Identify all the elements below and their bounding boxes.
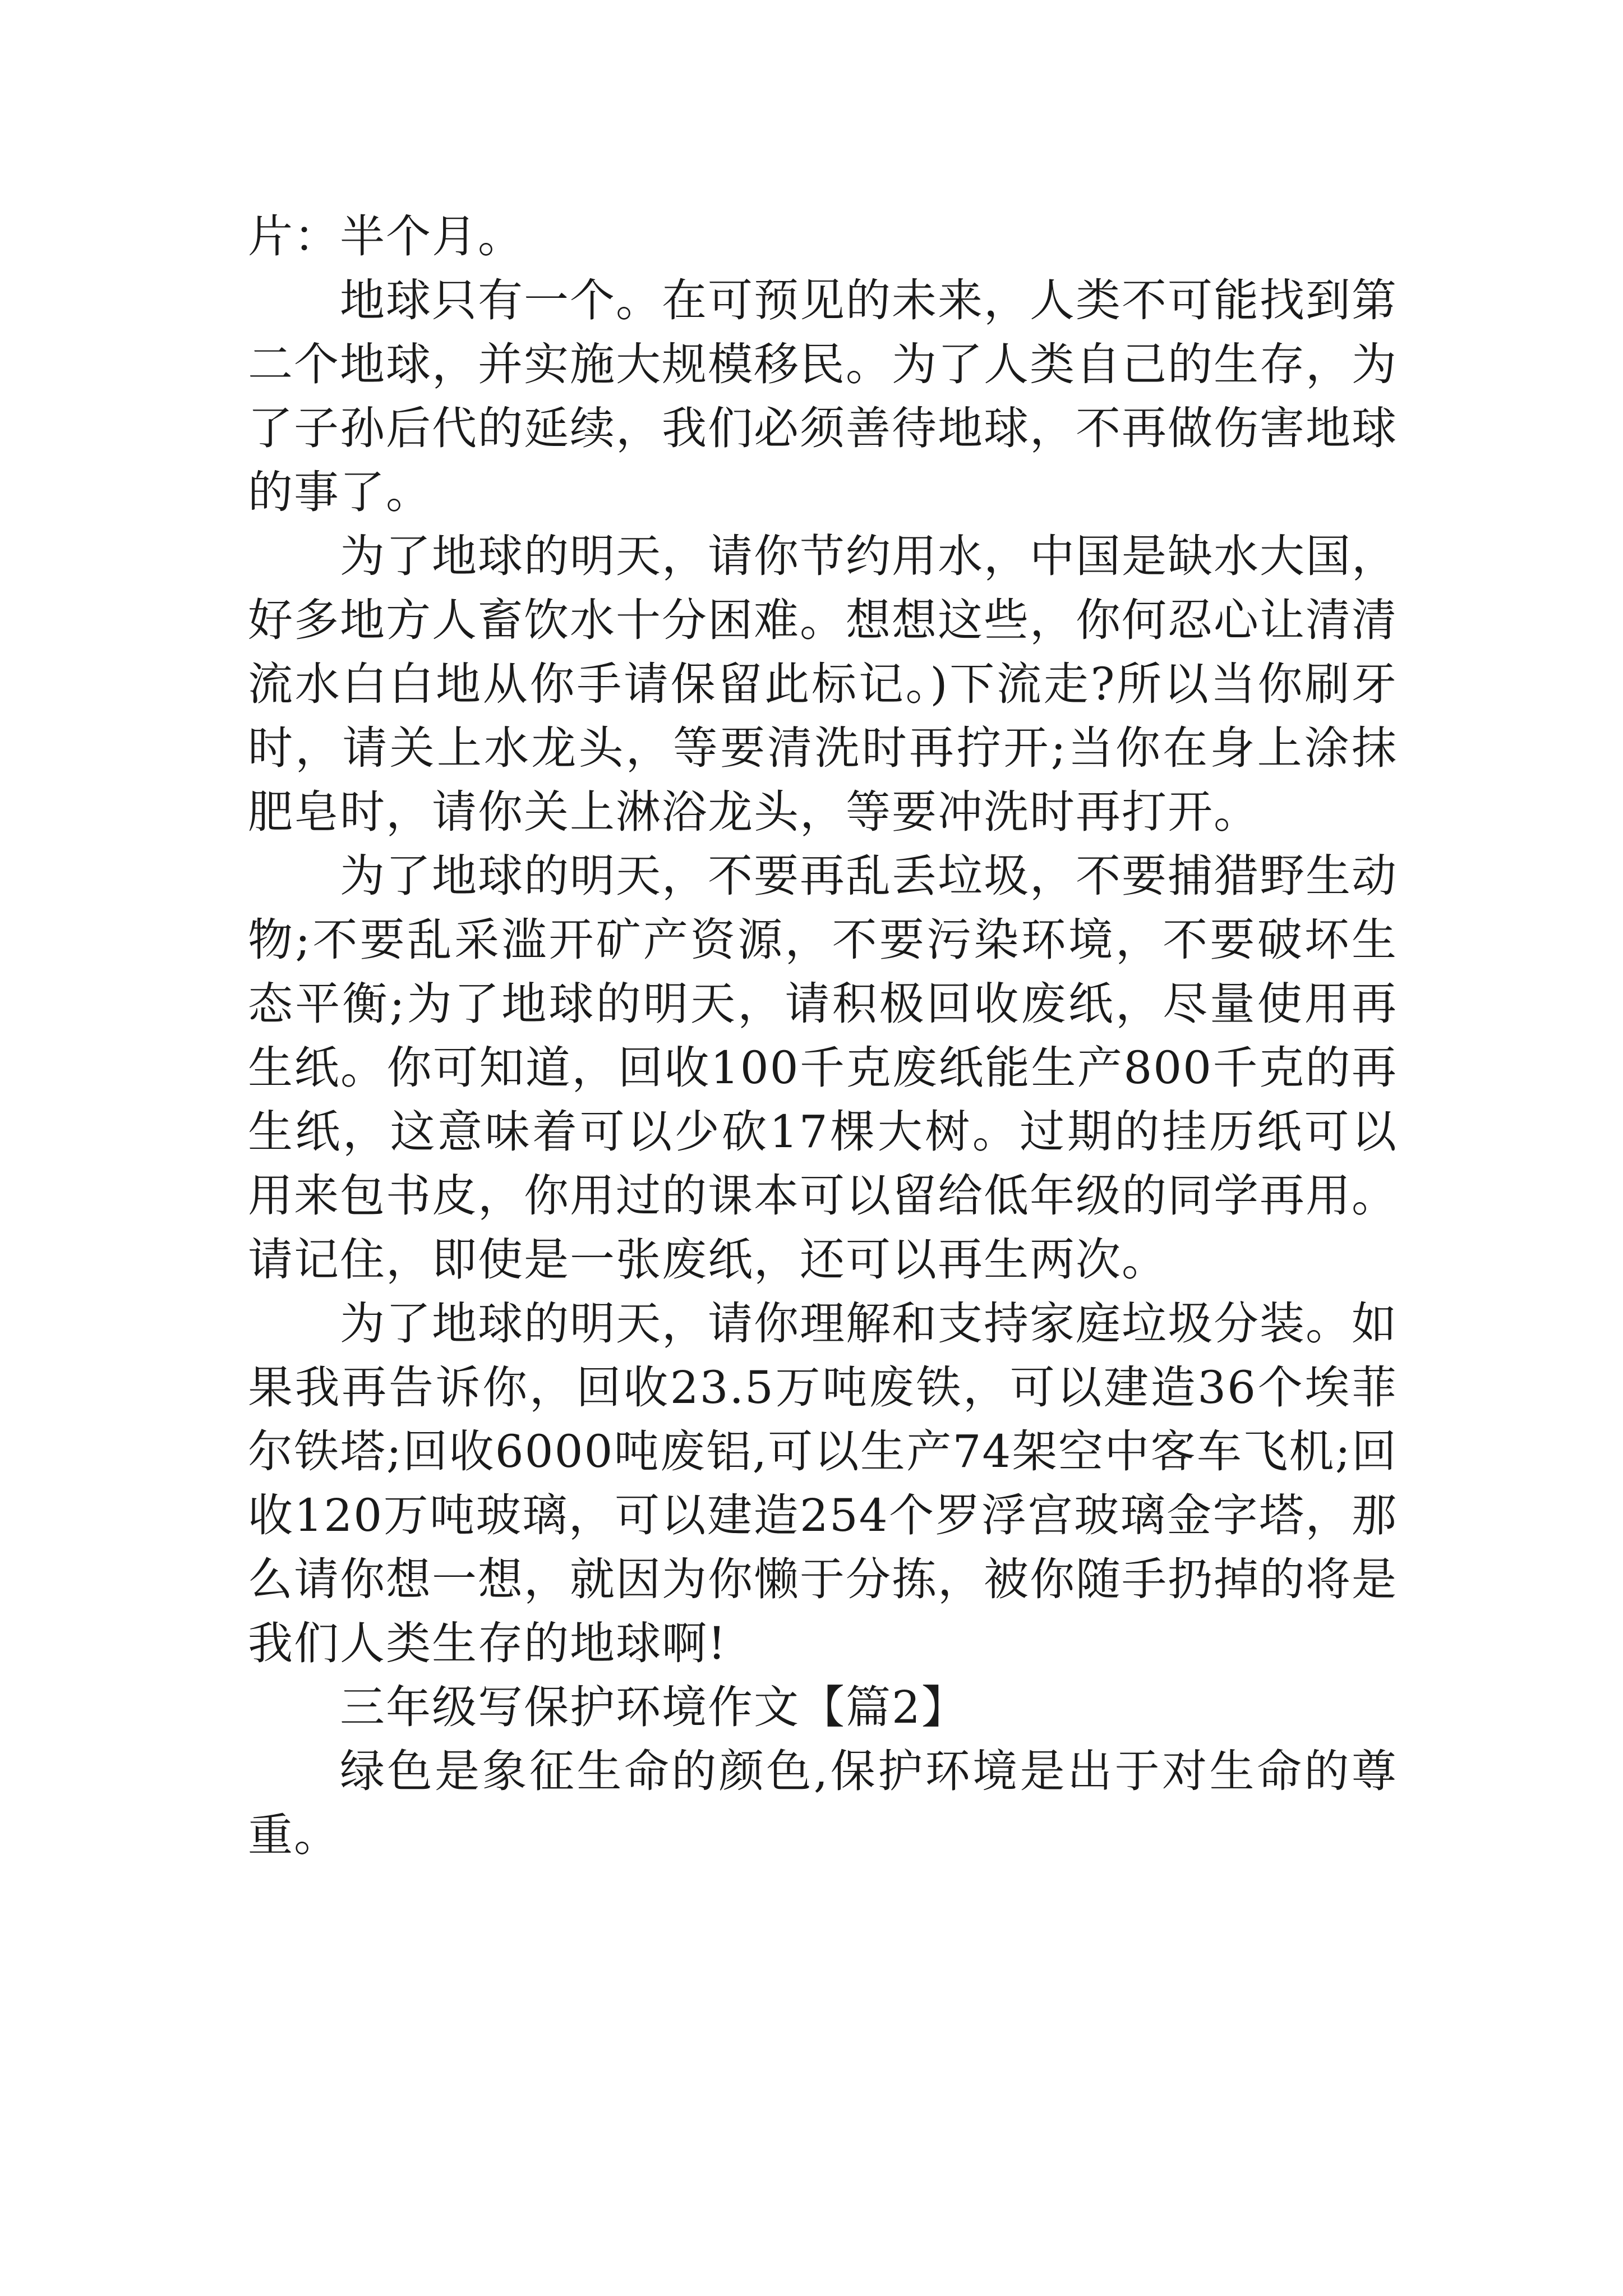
paragraph-4: 为了地球的明天，不要再乱丢垃圾，不要捕猎野生动物;不要乱采滥开矿产资源，不要污染环境，不要破坏生态平衡;为了地球的明天，请积极回收废纸，尽量使用再生纸。你可知道，回收100千克废纸能生产800千克的再生纸，这意味着可以少砍17棵大树。过期的挂历纸可以用来包书皮，你用过的课本可以留给低年级的同学再用。请记住，即使是一张废纸，还可以再生两次。 [248, 850, 1398, 1286]
paragraph-5: 为了地球的明天，请你理解和支持家庭垃圾分装。如果我再告诉你，回收23.5万吨废铁，可以建造36个埃菲尔铁塔;回收6000吨废铝,可以生产74架空中客车飞机;回收120万吨玻璃，可以建造254个罗浮宫玻璃金字塔，那么请你想一想，就因为你懒于分拣，被你随手扔掉的将是我们人类生存的地球啊! [248, 1297, 1398, 1669]
paragraph-3: 为了地球的明天，请你节约用水，中国是缺水大国，好多地方人畜饮水十分困难。想想这些，你何忍心让清清流水白白地从你手请保留此标记。)下流走?所以当你刷牙时，请关上水龙头，等要清洗时再拧开;当你在身上涂抹肥皂时，请你关上淋浴龙头，等要冲洗时再打开。 [248, 530, 1398, 838]
section-heading: 三年级写保护环境作文【篇2】 [340, 1681, 967, 1733]
paragraph-6: 绿色是象征生命的颜色,保护环境是出于对生命的尊重。 [248, 1745, 1398, 1861]
paragraph-2: 地球只有一个。在可预见的未来，人类不可能找到第二个地球，并实施大规模移民。为了人类自己的生存，为了子孙后代的延续，我们必须善待地球，不再做伤害地球的事了。 [248, 274, 1398, 518]
paragraph-1: 片：半个月。 [248, 210, 524, 263]
document-body [248, 205, 1398, 1867]
